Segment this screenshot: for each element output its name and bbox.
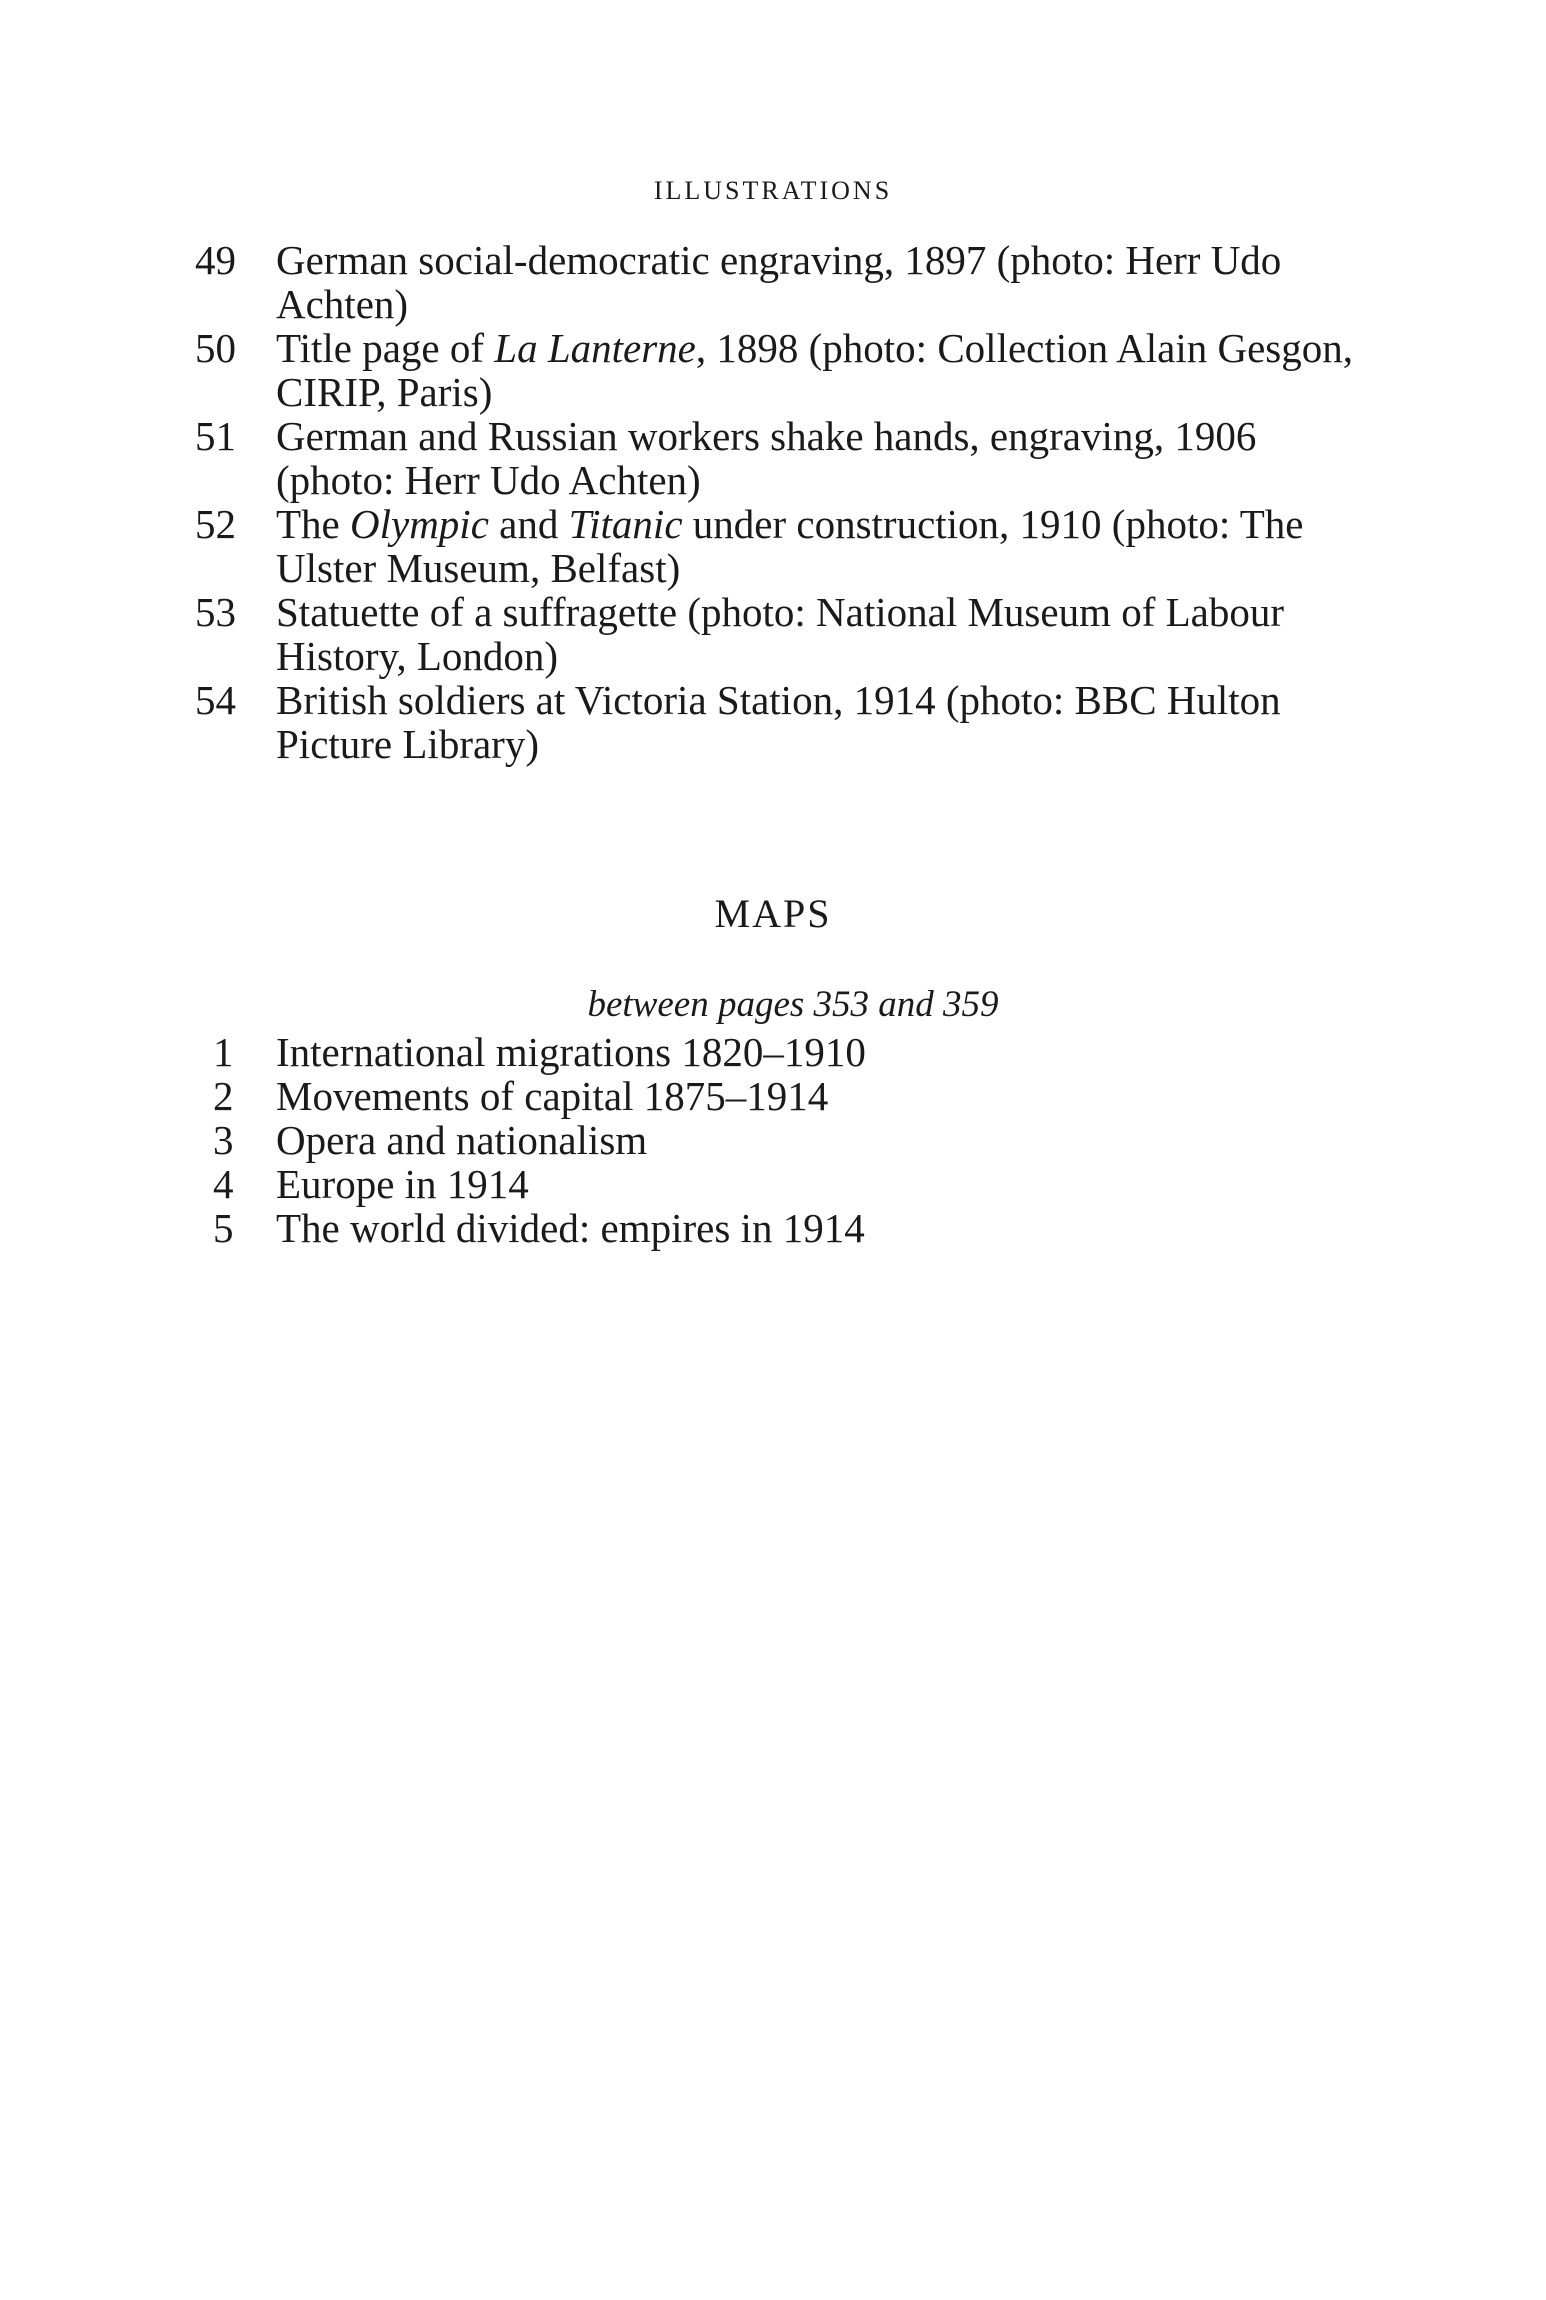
- map-entry: [195, 1206, 1375, 1250]
- italic-title: Titanic: [568, 501, 683, 547]
- illustrations-list: [195, 238, 1375, 766]
- caption-text: The: [276, 501, 350, 547]
- caption-text: under construction, 1910 (photo: The Ulster Museum, Belfast): [276, 501, 1304, 591]
- map-number: 4: [213, 1161, 234, 1207]
- illustration-number: 52: [195, 501, 236, 547]
- map-number: 3: [213, 1117, 234, 1163]
- running-head: ILLUSTRATIONS: [653, 176, 893, 205]
- caption-text: Title page of: [276, 325, 495, 371]
- caption-text: , 1898 (photo: Collection Alain Gesgon, CIRIP, Paris): [276, 325, 1353, 415]
- map-number: 2: [213, 1073, 234, 1119]
- map-number: 5: [213, 1205, 234, 1251]
- map-number: 1: [213, 1029, 234, 1075]
- maps-list: [195, 1030, 1375, 1250]
- maps-subheading: between pages 353 and 359: [587, 984, 999, 1025]
- illustration-number: 53: [195, 589, 236, 635]
- map-entry: [195, 1162, 1375, 1206]
- illustration-entry: [195, 502, 1375, 590]
- illustration-caption: [276, 678, 1375, 766]
- caption-text: German social-democratic engraving, 1897 (photo: Herr Udo Achten): [276, 237, 1282, 327]
- illustration-entry: [195, 678, 1375, 766]
- map-entry: [195, 1118, 1375, 1162]
- illustration-number: 54: [195, 677, 236, 723]
- illustration-entry: [195, 326, 1375, 414]
- illustration-caption: [276, 590, 1375, 678]
- maps-heading: MAPS: [714, 891, 832, 936]
- italic-title: Olympic: [350, 501, 489, 547]
- map-entry: [195, 1030, 1375, 1074]
- caption-text: and: [488, 501, 569, 547]
- caption-text: German and Russian workers shake hands, engraving, 1906 (photo: Herr Udo Achten): [276, 413, 1257, 503]
- illustration-caption: [276, 238, 1375, 326]
- illustration-entry: [195, 414, 1375, 502]
- map-entry: [195, 1074, 1375, 1118]
- map-title: The world divided: empires in 1914: [276, 1205, 865, 1251]
- illustration-number: 51: [195, 413, 236, 459]
- illustration-number: 50: [195, 325, 236, 371]
- map-title: Europe in 1914: [276, 1161, 529, 1207]
- illustration-entry: [195, 590, 1375, 678]
- illustration-number: 49: [195, 237, 236, 283]
- map-title: International migrations 1820–1910: [276, 1029, 866, 1075]
- map-title: Opera and nationalism: [276, 1117, 648, 1163]
- illustration-caption: [276, 502, 1375, 590]
- caption-text: Statuette of a suffragette (photo: National Museum of Labour History, London): [276, 589, 1285, 679]
- illustration-caption: [276, 414, 1375, 502]
- caption-text: British soldiers at Victoria Station, 1914 (photo: BBC Hulton Picture Library): [276, 677, 1281, 767]
- illustration-entry: [195, 238, 1375, 326]
- italic-title: La Lanterne: [494, 325, 696, 371]
- illustration-caption: [276, 326, 1375, 414]
- map-title: Movements of capital 1875–1914: [276, 1073, 829, 1119]
